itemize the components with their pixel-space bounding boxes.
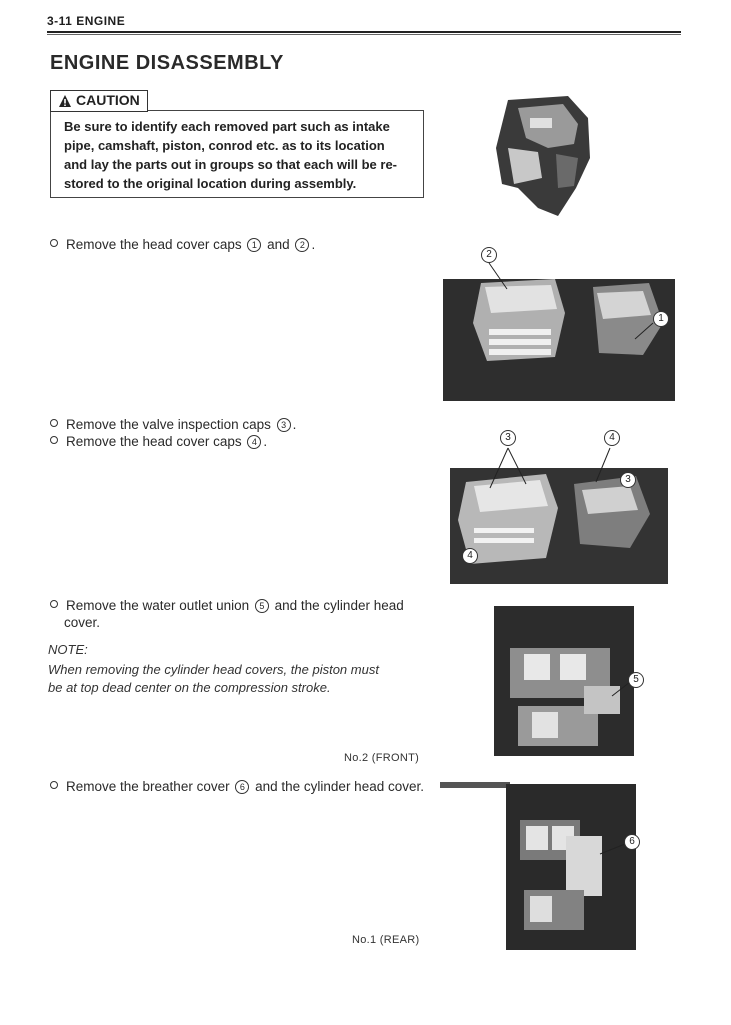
step-remove-valve-inspection-caps: Remove the valve inspection caps 3 . (50, 416, 296, 433)
callout-number: 1 (653, 311, 669, 327)
bullet-icon (50, 781, 58, 789)
ref-number: 5 (255, 599, 269, 613)
ref-number: 1 (247, 238, 261, 252)
water-outlet-union-image (488, 602, 644, 760)
caution-line: pipe, camshaft, piston, conrod etc. as to its location (64, 138, 385, 153)
caption-front: No.2 (FRONT) (344, 752, 420, 764)
breather-cover-image (440, 780, 646, 954)
page-header: 3-11 ENGINE (47, 14, 126, 28)
breather-cover-photo (440, 780, 646, 954)
callout-number: 4 (462, 548, 478, 564)
callout-number: 6 (624, 834, 640, 850)
callout-number: 3 (620, 472, 636, 488)
ref-number: 6 (235, 780, 249, 794)
bullet-icon (50, 419, 58, 427)
caution-text (64, 117, 414, 193)
note-label: NOTE: (48, 642, 88, 657)
caution-line: and lay the parts out in groups so that each will be re- (64, 157, 397, 172)
note-text (48, 661, 428, 697)
bullet-icon (50, 436, 58, 444)
step-remove-breather-cover: Remove the breather cover 6 and the cylinder head cover. (50, 778, 424, 795)
warning-triangle-icon (58, 94, 72, 108)
head-cover-caps-photo (443, 243, 675, 401)
caution-label-box (50, 90, 148, 112)
header-rule (47, 31, 681, 33)
step-remove-head-cover-caps-4: Remove the head cover caps 4 . (50, 433, 267, 450)
note-line: When removing the cylinder head covers, the piston must (48, 662, 379, 677)
ref-number: 4 (247, 435, 261, 449)
valve-inspection-caps-image (450, 428, 668, 584)
ref-number: 2 (295, 238, 309, 252)
engine-overview-photo (478, 88, 608, 220)
caution-line: Be sure to identify each removed part such as intake (64, 119, 390, 134)
bullet-icon (50, 600, 58, 608)
valve-inspection-caps-photo (450, 428, 668, 584)
caution-line: stored to the original location during assembly. (64, 176, 357, 191)
callout-number: 4 (604, 430, 620, 446)
callout-number: 2 (481, 247, 497, 263)
caption-rear: No.1 (REAR) (352, 934, 420, 946)
caution-label: CAUTION (76, 92, 140, 108)
step-remove-head-cover-caps-1-2: Remove the head cover caps 1 and 2 . (50, 236, 315, 253)
head-cover-caps-image (443, 243, 675, 401)
page-title: ENGINE DISASSEMBLY (50, 52, 284, 74)
ref-number: 3 (277, 418, 291, 432)
callout-number: 5 (628, 672, 644, 688)
callout-number: 3 (500, 430, 516, 446)
bullet-icon (50, 239, 58, 247)
step-remove-water-outlet-union: Remove the water outlet union 5 and the cylinder head cover. (50, 597, 430, 631)
note-line: be at top dead center on the compression stroke. (48, 680, 331, 695)
water-outlet-union-photo (488, 602, 644, 760)
header-rule-thin (47, 34, 681, 35)
